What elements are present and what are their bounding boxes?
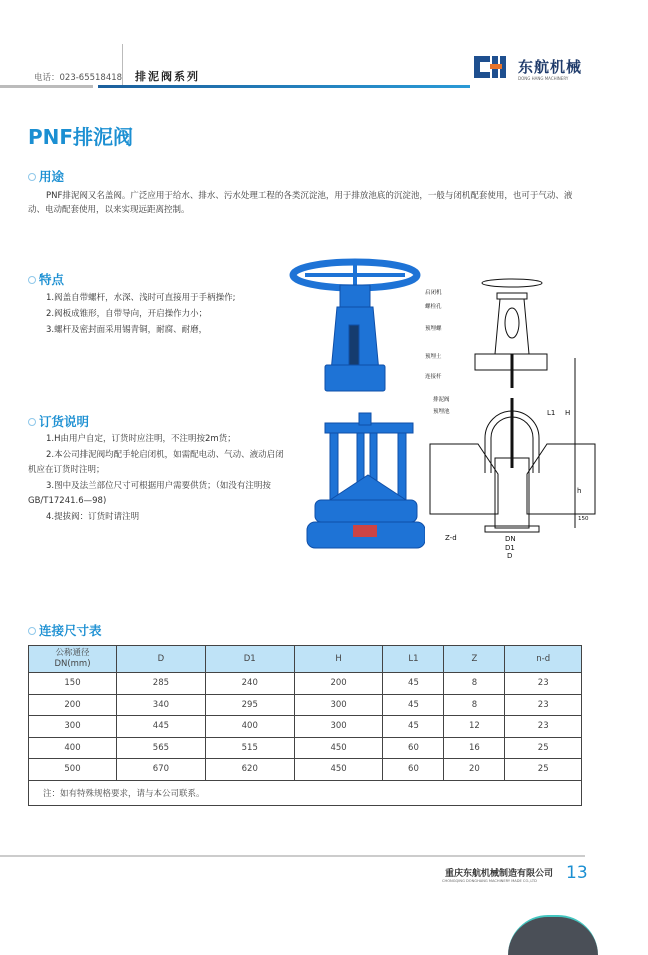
page-number: 13: [566, 863, 588, 883]
header-blue-line: [98, 85, 470, 88]
table-cell: 200: [29, 694, 117, 716]
dim-label: L1: [547, 409, 556, 417]
table-cell: 25: [505, 737, 582, 759]
footer-company: 重庆东航机械制造有限公司: [445, 869, 554, 879]
table-cell: 400: [205, 716, 294, 738]
diagram-label: 预埋池: [433, 409, 450, 415]
table-heading-text: 连接尺寸表: [39, 623, 102, 638]
footer-company-en: CHONGQING DONGHANG MACHINERY MADE CO.,LTD: [442, 879, 537, 883]
table-cell: 240: [205, 673, 294, 695]
table-cell: 445: [117, 716, 206, 738]
circle-bullet-icon: [28, 418, 36, 426]
divider: [122, 44, 123, 86]
ordering-item: 2.本公司排泥阀均配手轮启闭机，如需配电动、气动、液动启闭机应在订货时注明；: [28, 449, 284, 475]
dim-label: D: [507, 552, 513, 558]
diagram-label: 连接杆: [425, 374, 442, 380]
ordering-heading: [28, 412, 89, 430]
table-cell: 60: [383, 759, 444, 781]
table-cell: 340: [117, 694, 206, 716]
table-cell: 450: [294, 759, 383, 781]
table-cell: 25: [505, 759, 582, 781]
table-cell: 8: [444, 694, 505, 716]
diagram-label: 排泥阀: [433, 397, 450, 403]
page-title: PNF排泥阀: [28, 125, 134, 149]
table-cell: 23: [505, 673, 582, 695]
valve-product-image: [285, 255, 425, 555]
diagram-label: 预埋土: [425, 354, 442, 360]
diagram-label: 启闭机: [425, 290, 442, 296]
table-cell: 300: [294, 694, 383, 716]
features-list: [46, 290, 286, 338]
circle-bullet-icon: [28, 276, 36, 284]
table-cell: 300: [294, 716, 383, 738]
table-note: 注：如有特殊规格要求，请与本公司联系。: [29, 780, 582, 805]
usage-heading: [28, 167, 64, 185]
table-cell: 23: [505, 716, 582, 738]
dimension-table: [28, 645, 582, 806]
table-cell: 565: [117, 737, 206, 759]
table-cell: 200: [294, 673, 383, 695]
phone-number: 电话：023-65518418: [34, 73, 123, 83]
table-row: [29, 694, 582, 716]
dim-label: Z-d: [445, 534, 457, 542]
feature-item: 2.阀板成锥形，自带导向，开启操作力小；: [46, 309, 208, 319]
table-heading: [28, 621, 102, 639]
ordering-item: 4.提拔阀：订货时请注明: [46, 511, 140, 522]
circle-bullet-icon: [28, 627, 36, 635]
dim-label: DN: [505, 535, 516, 543]
feature-item: 1.阀盖自带螺杆，水深、浅时可直接用于手柄操作;: [46, 293, 236, 303]
column-header: H: [294, 646, 383, 673]
table-row: [29, 759, 582, 781]
table-cell: 285: [117, 673, 206, 695]
table-cell: 515: [205, 737, 294, 759]
floating-widget[interactable]: [508, 915, 598, 955]
diagram-label: 预埋螺: [425, 326, 442, 332]
table-cell: 23: [505, 694, 582, 716]
features-heading-text: 特点: [39, 272, 65, 287]
usage-heading-text: 用途: [39, 169, 65, 184]
ordering-item: 1.H由用户自定，订货时应注明，不注明按2m货；: [46, 434, 236, 444]
table-cell: 500: [29, 759, 117, 781]
table-cell: 20: [444, 759, 505, 781]
ordering-heading-text: 订货说明: [39, 414, 90, 429]
column-header: Z: [444, 646, 505, 673]
dim-label: H: [565, 409, 571, 417]
logo-subtext: DONG HANG MACHINERY: [518, 76, 569, 81]
table-cell: 295: [205, 694, 294, 716]
column-header: D1: [205, 646, 294, 673]
usage-text: PNF排泥阀又名盖阀。广泛应用于给水、排水、污水处理工程的各类沉淀池，用于排放池底的沉淀池，一般与闭机配套使用，也可于气动、液动、电动配套使用，以来实现远距离控制。: [28, 191, 573, 215]
table-cell: 400: [29, 737, 117, 759]
table-row: [29, 737, 582, 759]
table-cell: 450: [294, 737, 383, 759]
table-cell: 620: [205, 759, 294, 781]
header-gray-line: [0, 85, 93, 88]
table-cell: 60: [383, 737, 444, 759]
column-header: 公称通径 DN(mm): [29, 646, 117, 673]
series-title: 排泥阀系列: [135, 70, 200, 83]
table-cell: 45: [383, 694, 444, 716]
table-cell: 300: [29, 716, 117, 738]
dim-label: 150: [578, 516, 589, 522]
ordering-item: 3.图中及法兰部位尺寸可根据用户需要供货；（如没有注明按GB/T17241.6—98): [28, 480, 271, 506]
features-heading: [28, 270, 64, 288]
logo-text: 东航机械: [518, 58, 583, 76]
footer-line: [0, 855, 585, 857]
table-note-row: [29, 780, 582, 805]
dim-label: h: [577, 487, 582, 495]
table-row: [29, 673, 582, 695]
table-cell: 8: [444, 673, 505, 695]
column-header: n-d: [505, 646, 582, 673]
table-cell: 45: [383, 716, 444, 738]
ordering-list: [28, 432, 286, 525]
column-header: D: [117, 646, 206, 673]
table-row: [29, 716, 582, 738]
table-cell: 670: [117, 759, 206, 781]
diagram-label: 螺栓孔: [425, 304, 442, 310]
dim-label: D1: [505, 544, 515, 552]
table-cell: 12: [444, 716, 505, 738]
table-header-row: [29, 646, 582, 673]
valve-dimension-diagram: [425, 258, 600, 558]
table-cell: 45: [383, 673, 444, 695]
circle-bullet-icon: [28, 173, 36, 181]
table-cell: 16: [444, 737, 505, 759]
column-header: L1: [383, 646, 444, 673]
table-cell: 150: [29, 673, 117, 695]
feature-item: 3.螺杆及密封面采用锡青铜，耐腐、耐磨，: [46, 325, 208, 335]
